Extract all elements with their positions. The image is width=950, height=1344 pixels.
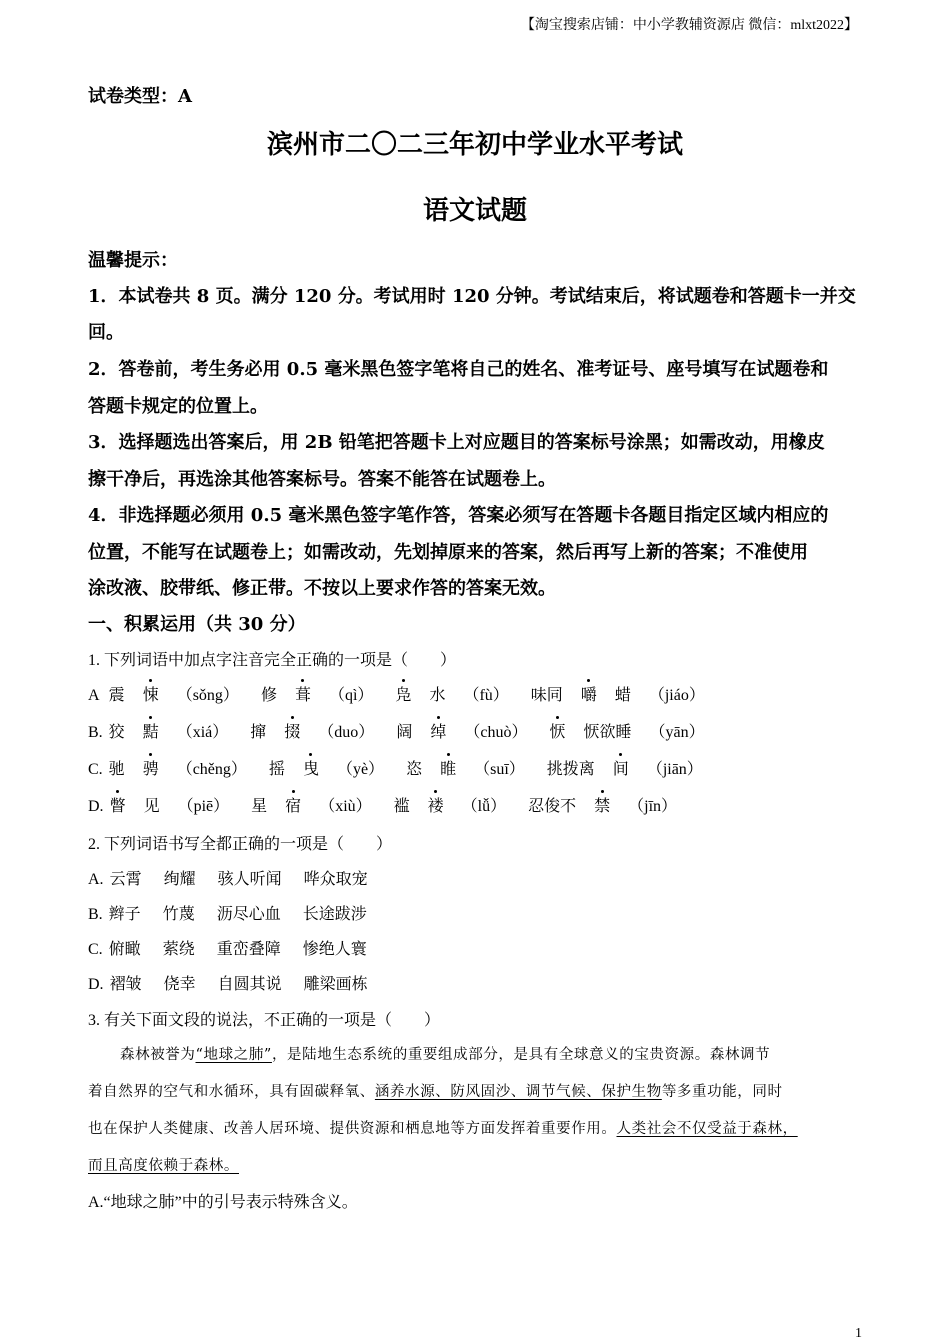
option-label: C. (88, 761, 103, 778)
dotted-char: 瞥 (110, 793, 126, 816)
dotted-char: 凫 (395, 682, 411, 705)
question-2-option-d (88, 971, 368, 994)
dotted-char: 嚼 (581, 682, 597, 705)
dotted-char: 曳 (303, 756, 319, 779)
option-label: A. (88, 871, 104, 888)
tip-line: 回。 (88, 322, 124, 343)
tip-line: 1．本试卷共 8 页。满分 120 分。考试用时 120 分钟。考试结束后，将试题卷和答题卡一并交 (88, 286, 856, 307)
tip-line: 4．非选择题必须用 0.5 毫米黑色签字笔作答，答案必须写在答题卡各题目指定区域内相应的 (88, 505, 829, 526)
word: 侥幸 (163, 976, 196, 993)
underlined-text: 涵养水源、防风固沙、调节气候、保护生物 (374, 1084, 662, 1100)
exam-title: 滨州市二〇二三年初中学业水平考试 (266, 130, 683, 160)
word: 褴 褛 （lǚ） (394, 798, 506, 815)
question-3-option-a: A.“地球之肺”中的引号表示特殊含义。 (88, 1194, 358, 1211)
dotted-char: 间 (613, 756, 629, 779)
tip-line: 涂改液、胶带纸、修正带。不按以上要求作答的答案无效。 (88, 578, 556, 599)
passage-line-1: 森林被誉为“地球之肺”，是陆地生态系统的重要组成部分，是具有全球意义的宝贵资源。森林调节 (120, 1047, 771, 1063)
word: 绚耀 (163, 871, 196, 888)
page-number: 1 (855, 1326, 862, 1341)
word: 阔 绰 （chuò） (396, 724, 527, 741)
option-label: D. (88, 976, 104, 993)
word: 竹蔑 (162, 906, 195, 923)
option-label: B. (88, 906, 103, 923)
word: 惨绝人寰 (302, 941, 367, 958)
question-2-option-b (88, 901, 367, 924)
page-header-ad: 【淘宝搜索店铺：中小学教辅资源店 微信：mlxt2022】 (520, 18, 858, 33)
underlined-text: “地球之肺” (195, 1047, 272, 1063)
paper-type: 试卷类型：A (88, 86, 192, 107)
tip-line: 擦干净后，再选涂其他答案标号。答案不能答在试题卷上。 (88, 469, 556, 490)
word: 震 悚 （sǒng） (109, 687, 239, 704)
option-label: C. (88, 941, 103, 958)
question-1-option-b (88, 719, 705, 742)
tip-line: 2．答卷前，考生务必用 0.5 毫米黑色签字笔将自己的姓名、准考证号、座号填写在试题卷和 (88, 359, 829, 380)
option-label: D. (88, 798, 104, 815)
word: 修 葺 （qì） (261, 687, 373, 704)
tip-line: 答题卡规定的位置上。 (88, 396, 268, 417)
word: 驰 骋 （chěng） (109, 761, 247, 778)
word: 挑拨离 间 （jiān） (547, 761, 703, 778)
dotted-char: 悚 (143, 682, 159, 705)
dotted-char: 掇 (284, 719, 300, 742)
word: 长途跋涉 (302, 906, 367, 923)
word: 辫子 (108, 906, 141, 923)
word: 忍俊不 禁 （jīn） (528, 798, 677, 815)
passage-line-3: 也在保护人类健康、改善人居环境、提供资源和栖息地等方面发挥着重要作用。人类社会不仅受益于森林， (88, 1121, 798, 1137)
word: 重峦叠障 (216, 941, 281, 958)
tips-heading: 温馨提示： (88, 250, 178, 271)
dotted-char: 睢 (440, 756, 456, 779)
section-heading: 一、积累运用（共 30 分） (88, 614, 306, 635)
dotted-char: 褛 (428, 793, 444, 816)
word: 狡 黠 （xiá） (109, 724, 229, 741)
word: 撺 掇 （duo） (250, 724, 374, 741)
underlined-text: 而且高度依赖于森林。 (88, 1158, 239, 1174)
word: 沥尽心血 (216, 906, 281, 923)
word: 雕梁画栋 (303, 976, 368, 993)
question-1-stem: 1. 下列词语中加点字注音完全正确的一项是（ ） (88, 652, 457, 669)
word: 摇 曳 （yè） (269, 761, 384, 778)
passage-line-2: 着自然界的空气和水循环，具有固碳释氧、涵养水源、防风固沙、调节气候、保护生物等多重功能，同时 (88, 1084, 783, 1100)
question-2-stem: 2. 下列词语书写全都正确的一项是（ ） (88, 836, 393, 853)
option-label: B. (88, 724, 103, 741)
option-label: A (88, 687, 99, 704)
word: 自圆其说 (217, 976, 282, 993)
dotted-char: 宿 (285, 793, 301, 816)
word: 骇人听闻 (217, 871, 282, 888)
dotted-char: 禁 (594, 793, 610, 816)
word: 味同 嚼 蜡 （jiáo） (531, 687, 705, 704)
question-1-option-c (88, 756, 703, 779)
question-2-option-c (88, 936, 367, 959)
question-3-stem: 3. 有关下面文段的说法，不正确的一项是（ ） (88, 1012, 441, 1029)
dotted-char: 黠 (143, 719, 159, 742)
exam-subtitle: 语文试题 (422, 196, 527, 226)
word: 星 宿 （xiù） (251, 798, 371, 815)
dotted-char: 绰 (430, 719, 446, 742)
dotted-char: 恹 (549, 719, 565, 742)
dotted-char: 骋 (143, 756, 159, 779)
word: 恹 恹欲睡 （yān） (549, 724, 704, 741)
word: 褶皱 (109, 976, 142, 993)
dotted-char: 葺 (295, 682, 311, 705)
underlined-text: 人类社会不仅受益于森林， (616, 1121, 798, 1137)
question-1-option-a (88, 682, 705, 705)
word: 云霄 (109, 871, 142, 888)
word: 凫 水 （fù） (395, 687, 508, 704)
word: 瞥 见 （piē） (110, 798, 230, 815)
tip-line: 3．选择题选出答案后，用 2B 铅笔把答题卡上对应题目的答案标号涂黑；如需改动，用橡皮 (88, 432, 825, 453)
word: 恣 睢 （suī） (406, 761, 525, 778)
word: 俯瞰 (108, 941, 141, 958)
passage-line-4 (88, 1154, 239, 1175)
word: 哗众取宠 (303, 871, 368, 888)
word: 萦绕 (162, 941, 195, 958)
question-1-option-d (88, 793, 677, 816)
tip-line: 位置，不能写在试题卷上；如需改动，先划掉原来的答案，然后再写上新的答案；不准使用 (88, 542, 808, 563)
question-2-option-a (88, 866, 368, 889)
